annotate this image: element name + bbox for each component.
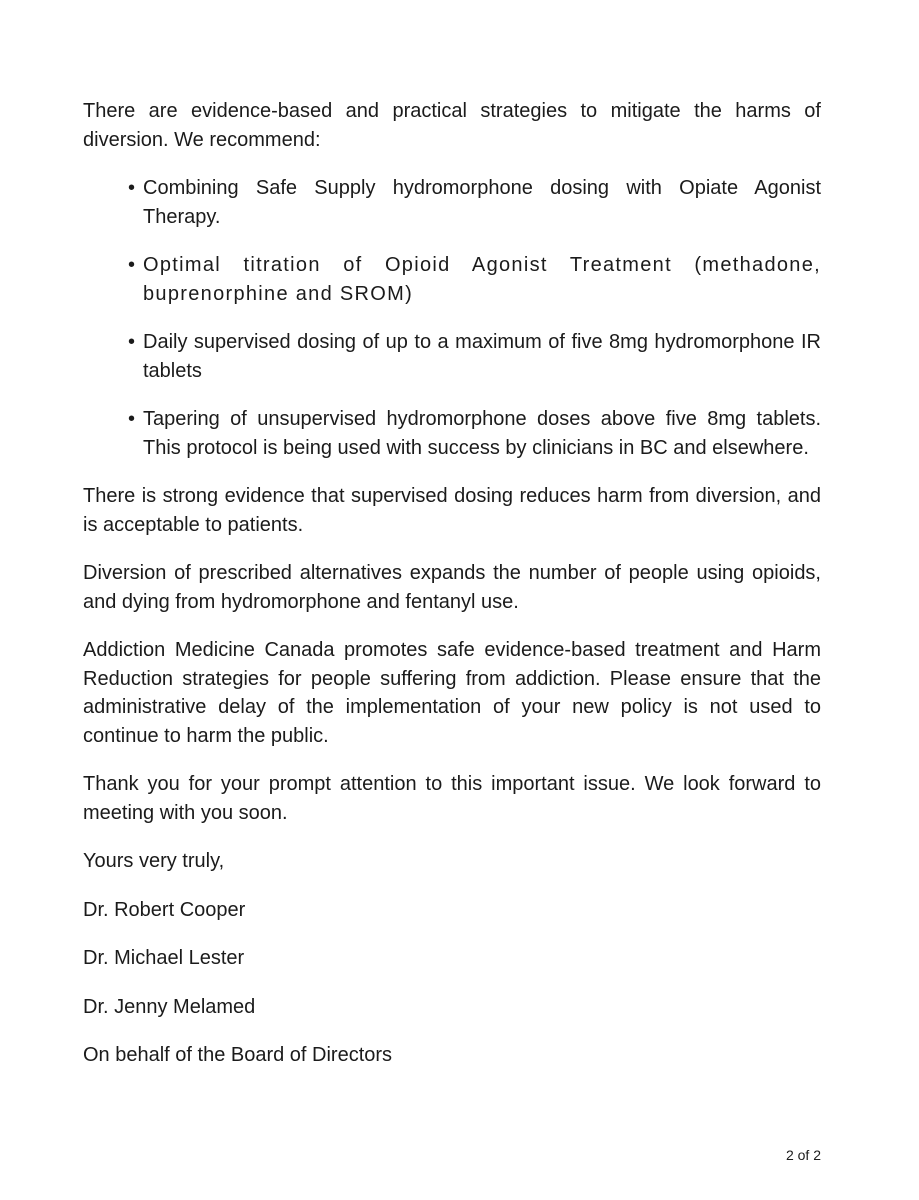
recommendation-item	[83, 174, 821, 231]
recommendation-text: Tapering of unsupervised hydromorphone doses above five 8mg tablets. This protocol is being used with success by clinicians in BC and elsewhere.	[143, 408, 821, 459]
organization-paragraph: Addiction Medicine Canada promotes safe evidence-based treatment and Harm Reduction strategies for people suffering from addiction. Please ensure that the administrative delay of the implementation of your new policy is not used to continue to harm the public.	[83, 639, 821, 747]
bullet-icon: •	[128, 331, 136, 353]
signatory-name: Dr. Robert Cooper	[83, 898, 246, 921]
diversion-paragraph: Diversion of prescribed alternatives expands the number of people using opioids, and dying from hydromorphone and fentanyl use.	[83, 562, 821, 613]
page-number: 2 of 2	[785, 1147, 821, 1163]
bullet-icon: •	[128, 408, 136, 430]
intro-paragraph: There are evidence-based and practical strategies to mitigate the harms of diversion. We recommend:	[83, 100, 821, 151]
thank-you-paragraph: Thank you for your prompt attention to this important issue. We look forward to meeting with you soon.	[83, 773, 821, 824]
signatory-name: Dr. Michael Lester	[83, 947, 245, 969]
on-behalf-line: On behalf of the Board of Directors	[83, 1044, 393, 1066]
recommendation-text: Combining Safe Supply hydromorphone dosing with Opiate Agonist Therapy.	[143, 177, 821, 228]
recommendation-item	[83, 405, 821, 462]
recommendation-text: Optimal titration of Opioid Agonist Treatment (methadone, buprenorphine and SROM)	[143, 254, 821, 305]
bullet-icon: •	[128, 177, 136, 199]
recommendation-item	[83, 251, 821, 308]
signatory-name: Dr. Jenny Melamed	[83, 995, 256, 1018]
recommendation-item	[83, 328, 821, 385]
recommendation-text: Daily supervised dosing of up to a maximum of five 8mg hydromorphone IR tablets	[143, 331, 821, 382]
recommendations-list	[83, 174, 821, 462]
closing-salutation: Yours very truly,	[83, 850, 225, 872]
evidence-paragraph: There is strong evidence that supervised dosing reduces harm from diversion, and is acceptable to patients.	[83, 485, 821, 536]
letter-body	[83, 97, 821, 1090]
bullet-icon: •	[128, 254, 136, 276]
